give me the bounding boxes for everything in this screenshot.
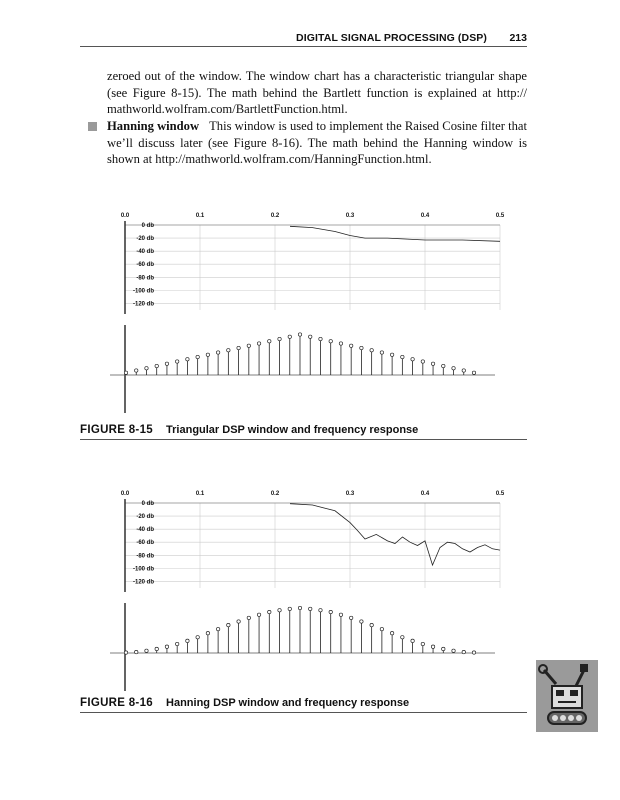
stem-marker [216,627,219,630]
stem-marker [165,362,168,365]
window-sample-chart [110,603,495,691]
stem-marker [247,344,250,347]
stem-marker [360,346,363,349]
stem-marker [186,639,189,642]
x-tick-label: 0.0 [120,213,130,219]
bullet-term: Hanning window [107,119,200,133]
response-line [290,226,500,241]
stem-marker [298,606,301,609]
freq-response-chart [121,213,505,314]
stem-marker [196,355,199,358]
y-tick-label: -100 db [132,566,154,573]
x-tick-label: 0.3 [345,491,355,497]
stem-marker [319,337,322,340]
stem-marker [319,609,322,612]
stem-marker [431,362,434,365]
robot-icon [536,660,598,732]
stem-marker [452,649,455,652]
stem-marker [196,636,199,639]
stem-marker [257,342,260,345]
figure-8-16-caption [80,697,527,713]
y-tick-label: -80 db [136,275,154,282]
y-tick-label: -100 db [132,288,154,295]
stem-marker [442,364,445,367]
stem-marker [288,607,291,610]
stem-marker [472,371,475,374]
x-tick-label: 0.4 [420,213,430,219]
x-tick-label: 0.2 [270,213,280,219]
figure-number: FIGURE 8-16 [80,697,153,709]
stem-marker [401,355,404,358]
stem-marker [145,367,148,370]
stem-marker [401,636,404,639]
stem-marker [360,620,363,623]
figure-caption-text: Hanning DSP window and frequency response [166,697,410,709]
stem-marker [421,360,424,363]
paragraph-bartlett: zeroed out of the window. The window chart has a characteristic triangular shape (see Figure 8-15). The math behind the Bartlett function is explained at http:// mathworld.wolfram.com/BartlettFunction.html. [107,69,527,116]
stem-marker [339,613,342,616]
stem-marker [390,353,393,356]
stem-marker [268,610,271,613]
y-tick-label: -40 db [136,249,154,256]
x-tick-label: 0.5 [495,213,505,219]
stem-marker [370,623,373,626]
stem-marker [472,651,475,654]
stem-marker [411,639,414,642]
x-tick-label: 0.3 [345,213,355,219]
header-title: DIGITAL SIGNAL PROCESSING (DSP) [296,32,487,44]
stem-marker [206,632,209,635]
stem-marker [309,335,312,338]
stem-marker [237,346,240,349]
stem-marker [227,349,230,352]
y-tick-label: -120 db [132,301,154,308]
y-tick-label: 0 db [141,501,154,507]
y-tick-label: -120 db [132,579,154,586]
page-number: 213 [509,32,527,44]
stem-marker [452,367,455,370]
stem-marker [370,349,373,352]
figure-8-16-chart [110,483,510,693]
y-tick-label: -20 db [136,514,154,521]
stem-marker [175,642,178,645]
stem-marker [462,369,465,372]
stem-marker [124,651,127,654]
stem-marker [288,335,291,338]
stem-marker [390,632,393,635]
y-tick-label: -20 db [136,236,154,243]
stem-marker [380,351,383,354]
stem-marker [145,649,148,652]
stem-marker [257,613,260,616]
x-tick-label: 0.2 [270,491,280,497]
response-line [290,504,500,565]
stem-marker [165,645,168,648]
x-tick-label: 0.4 [420,491,430,497]
stem-marker [442,647,445,650]
window-sample-chart [110,325,495,413]
stem-marker [462,650,465,653]
x-tick-label: 0.5 [495,491,505,497]
x-tick-label: 0.0 [120,491,130,497]
y-tick-label: -60 db [136,540,154,547]
figure-8-15-caption [80,424,527,440]
stem-marker [155,364,158,367]
paragraph-hanning [107,118,527,168]
stem-marker [135,650,138,653]
stem-marker [155,647,158,650]
y-tick-label: -60 db [136,262,154,269]
stem-marker [309,607,312,610]
figure-8-15-chart [110,205,510,415]
stem-marker [135,369,138,372]
stem-marker [349,344,352,347]
stem-marker [339,342,342,345]
stem-marker [278,337,281,340]
stem-marker [124,371,127,374]
stem-marker [329,610,332,613]
stem-marker [175,360,178,363]
y-tick-label: -80 db [136,553,154,560]
stem-marker [268,340,271,343]
stem-marker [247,616,250,619]
stem-marker [421,642,424,645]
y-tick-label: -40 db [136,527,154,534]
running-header [80,32,527,47]
y-tick-label: 0 db [141,223,154,229]
stem-marker [278,609,281,612]
stem-marker [206,353,209,356]
bullet-text: This window is used to implement the Raised Cosine filter that we’ll discuss later (see Figure 8-16). The math behind the Hanning window is shown at http://mathworld.wolfram.com/HanningFunction.html. [107,119,527,166]
freq-response-chart [121,491,505,592]
stem-marker [411,358,414,361]
stem-marker [380,627,383,630]
stem-marker [186,358,189,361]
x-tick-label: 0.1 [195,491,205,497]
x-tick-label: 0.1 [195,213,205,219]
stem-marker [431,645,434,648]
stem-marker [329,340,332,343]
stem-marker [298,333,301,336]
figure-number: FIGURE 8-15 [80,424,153,436]
stem-marker [349,616,352,619]
stem-marker [216,351,219,354]
stem-marker [237,620,240,623]
bullet-square-icon [88,122,97,131]
stem-marker [227,623,230,626]
figure-caption-text: Triangular DSP window and frequency response [166,424,419,436]
